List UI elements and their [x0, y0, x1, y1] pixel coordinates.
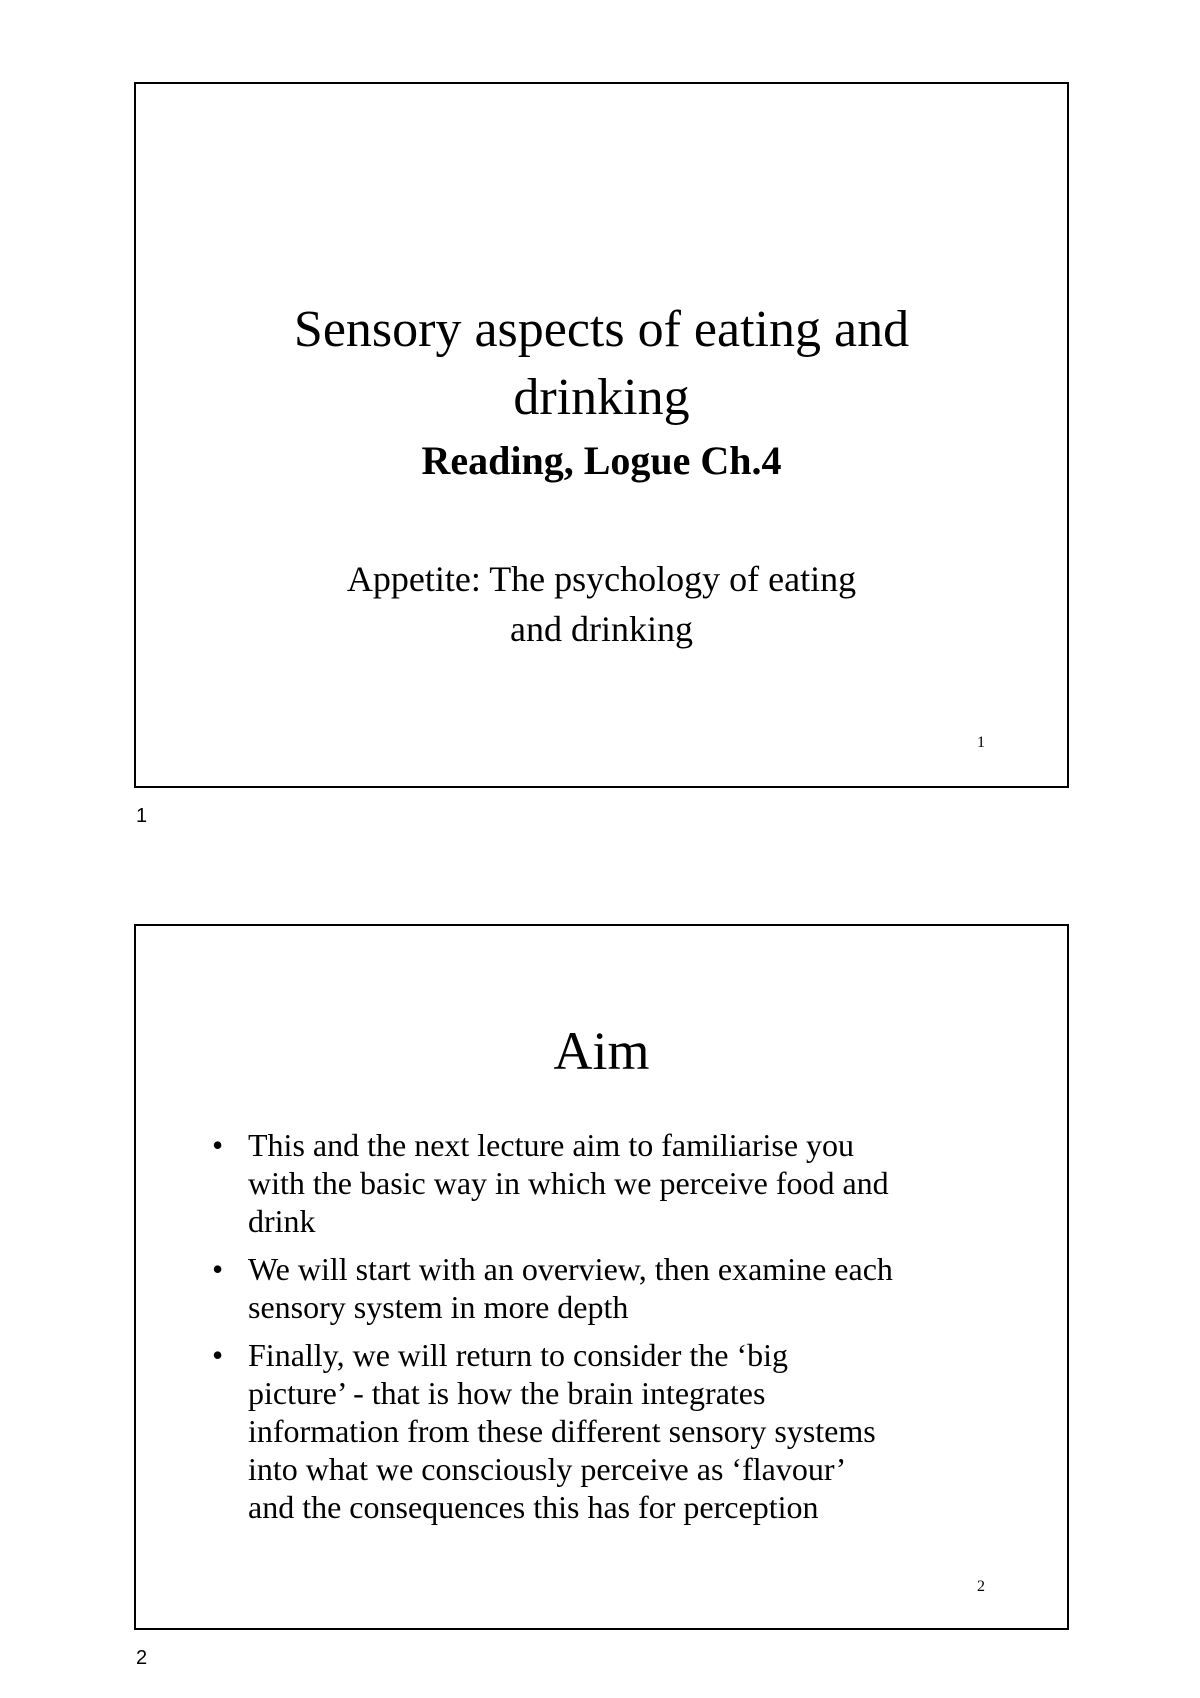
bullet-item: [212, 1126, 992, 1240]
slide-1-number: 1: [977, 734, 985, 751]
slide-1-title-line: drinking: [513, 369, 690, 426]
slide-1: [134, 82, 1069, 788]
slide-1-title-line: Sensory aspects of eating and: [293, 301, 910, 358]
slide-1-subtitle: Reading, Logue Ch.4: [421, 438, 782, 483]
bullet-line: information from these different sensory systems: [248, 1413, 876, 1449]
slide-1-title: [136, 296, 1067, 432]
bullet-list: [212, 1126, 992, 1536]
slide-2-number: 2: [977, 1578, 985, 1595]
bullet-line: into what we consciously perceive as ‘flavour’: [248, 1451, 847, 1487]
bullet-item: [212, 1250, 992, 1326]
bullet-item: [212, 1336, 992, 1526]
bullet-line: picture’ - that is how the brain integrates: [248, 1375, 766, 1411]
page-label-1: 1: [136, 805, 148, 827]
slide-2: [134, 924, 1069, 1630]
bullet-line: drink: [248, 1203, 316, 1239]
page-label-2: 2: [136, 1647, 148, 1669]
slide-1-source: [136, 554, 1067, 654]
slide-1-source-line: Appetite: The psychology of eating: [346, 559, 857, 599]
bullet-line: • This and the next lecture aim to familiarise you: [248, 1127, 855, 1163]
bullet-line: • Finally, we will return to consider the ‘big: [248, 1337, 789, 1373]
bullet-line: with the basic way in which we perceive food and: [248, 1165, 889, 1201]
bullet-line: • We will start with an overview, then examine each: [248, 1251, 893, 1287]
slide-2-title: Aim: [553, 1021, 650, 1081]
bullet-line: and the consequences this has for perception: [248, 1489, 819, 1525]
bullet-line: sensory system in more depth: [248, 1289, 629, 1325]
slide-1-source-line: and drinking: [510, 609, 693, 649]
